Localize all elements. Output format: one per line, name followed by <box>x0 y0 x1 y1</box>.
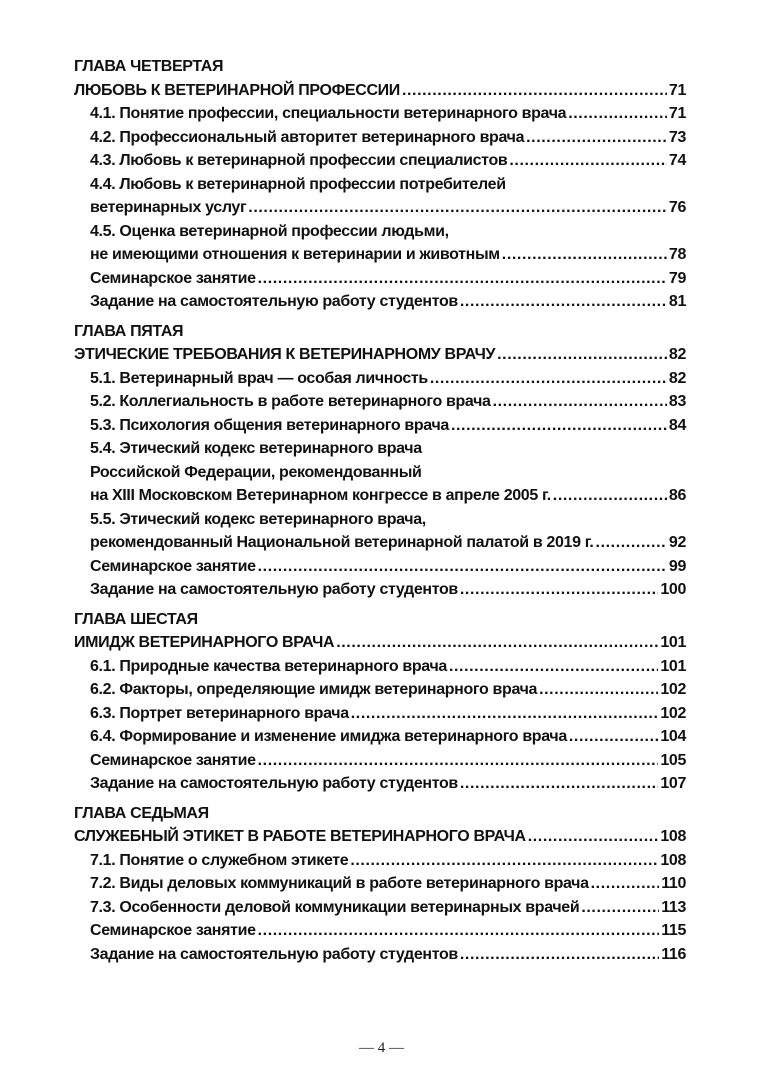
chapter-label <box>74 802 686 826</box>
entry-title: Задание на самостоятельную работу студентов <box>90 293 458 310</box>
toc-entry <box>74 126 686 150</box>
toc-entry <box>74 508 686 555</box>
entry-title: СЛУЖЕБНЫЙ ЭТИКЕТ В РАБОТЕ ВЕТЕРИНАРНОГО ВРАЧА <box>74 828 526 845</box>
toc-entry-line[interactable] <box>74 102 686 126</box>
toc-entry <box>74 102 686 126</box>
chapter-title-entry[interactable] <box>74 825 686 849</box>
toc-entry-line[interactable] <box>74 578 686 602</box>
page-number: — 4 — <box>359 1040 404 1056</box>
page-ref: 101 <box>660 634 686 651</box>
entry-title: 6.1. Природные качества ветеринарного врача <box>90 657 447 675</box>
toc-entry <box>74 437 686 508</box>
dot-leader <box>539 678 658 702</box>
toc-entry <box>74 367 686 391</box>
chapter-title-entry[interactable] <box>74 79 686 103</box>
chapter-number: ГЛАВА ПЯТАЯ <box>74 322 184 340</box>
dot-leader <box>502 243 667 267</box>
toc-entry-line[interactable] <box>74 484 686 508</box>
toc-entry-line[interactable] <box>74 919 686 943</box>
toc-entry <box>74 896 686 920</box>
page-ref: 71 <box>668 105 686 122</box>
toc-entry <box>74 578 686 602</box>
dot-leader <box>248 196 667 220</box>
chapter-block <box>74 802 686 967</box>
entry-title: 6.2. Факторы, определяющие имидж ветеринарного врача <box>90 681 538 698</box>
toc-entry-line[interactable] <box>74 531 686 555</box>
entry-title: 6.3. Портрет ветеринарного врача <box>90 704 349 722</box>
page-ref: 108 <box>660 851 686 869</box>
entry-title: 5.1. Ветеринарный врач — особая личность <box>90 369 428 387</box>
toc-entry-line[interactable] <box>74 943 686 967</box>
toc-entry-line[interactable] <box>74 267 686 291</box>
entry-title: Семинарское занятие <box>90 922 256 939</box>
chapter-number: ГЛАВА СЕДЬМАЯ <box>74 804 209 822</box>
dot-leader <box>430 367 667 391</box>
chapter-number: ГЛАВА ЧЕТВЕРТАЯ <box>74 58 224 75</box>
entry-title: Семинарское занятие <box>90 751 256 769</box>
dot-leader <box>497 343 667 367</box>
toc-entry-line[interactable] <box>74 872 686 896</box>
toc-entry-line[interactable] <box>74 196 686 220</box>
entry-title: 5.2. Коллегиальность в работе ветеринарного врача <box>90 393 491 410</box>
page-ref: 92 <box>668 534 686 551</box>
page-ref: 99 <box>668 557 686 575</box>
chapter-title-entry[interactable] <box>74 631 686 655</box>
page-ref: 74 <box>668 152 686 169</box>
entry-title: Российской Федерации, рекомендованный <box>90 463 422 481</box>
dot-leader <box>258 267 667 291</box>
dot-leader <box>568 102 667 126</box>
page-ref: 78 <box>668 246 686 263</box>
toc-entry-line <box>74 437 686 461</box>
entry-title: 7.1. Понятие о служебном этикете <box>90 851 349 869</box>
dot-leader <box>258 555 667 579</box>
page-ref: 83 <box>668 393 686 410</box>
toc-entry-line[interactable] <box>74 149 686 173</box>
toc-entry <box>74 678 686 702</box>
toc-entry <box>74 655 686 679</box>
page-ref: 115 <box>661 922 686 939</box>
chapter-number: ГЛАВА ШЕСТАЯ <box>74 610 198 628</box>
toc-entry <box>74 173 686 220</box>
toc-entry-line[interactable] <box>74 702 686 726</box>
entry-title: 4.5. Оценка ветеринарной профессии людьми, <box>90 222 449 240</box>
toc-entry <box>74 702 686 726</box>
page-ref: 81 <box>668 293 686 310</box>
page-ref: 82 <box>668 369 686 387</box>
toc-entry <box>74 943 686 967</box>
toc-entry <box>74 414 686 438</box>
toc-entry-line[interactable] <box>74 772 686 796</box>
entry-title: не имеющими отношения к ветеринарии и животным <box>90 246 500 263</box>
toc-entry <box>74 772 686 796</box>
entry-title: Семинарское занятие <box>90 557 256 575</box>
dot-leader <box>460 578 658 602</box>
toc-entry <box>74 919 686 943</box>
toc-entry-line <box>74 173 686 197</box>
dot-leader <box>591 872 660 896</box>
dot-leader <box>449 655 658 679</box>
entry-title: Семинарское занятие <box>90 269 256 287</box>
toc-entry-line[interactable] <box>74 655 686 679</box>
entry-title: ЛЮБОВЬ К ВЕТЕРИНАРНОЙ ПРОФЕССИИ <box>74 81 400 99</box>
entry-title: 4.1. Понятие профессии, специальности ветеринарного врача <box>90 105 567 122</box>
entry-title: 4.2. Профессиональный авторитет ветеринарного врача <box>90 128 525 146</box>
dot-leader <box>350 849 658 873</box>
toc-entry-line[interactable] <box>74 243 686 267</box>
dot-leader <box>258 919 660 943</box>
toc-entry <box>74 267 686 291</box>
toc-entry <box>74 725 686 749</box>
entry-title: 4.3. Любовь к ветеринарной профессии специалистов <box>90 152 508 169</box>
entry-title: ЭТИЧЕСКИЕ ТРЕБОВАНИЯ К ВЕТЕРИНАРНОМУ ВРАЧУ <box>74 346 496 363</box>
toc-entry-line[interactable] <box>74 126 686 150</box>
dot-leader <box>596 531 667 555</box>
toc-entry <box>74 849 686 873</box>
entry-title: на XIII Московском Ветеринарном конгрессе в апреле 2005 г. <box>90 487 551 504</box>
chapter-title-entry[interactable] <box>74 343 686 367</box>
dot-leader <box>509 149 667 173</box>
page-ref: 71 <box>668 81 686 99</box>
dot-leader <box>493 390 667 414</box>
toc-entry-line[interactable] <box>74 749 686 773</box>
dot-leader <box>460 772 658 796</box>
toc-entry-line[interactable] <box>74 678 686 702</box>
page-ref: 102 <box>660 681 686 698</box>
entry-title: Задание на самостоятельную работу студентов <box>90 945 458 963</box>
page-ref: 116 <box>661 945 686 963</box>
entry-title: 7.2. Виды деловых коммуникаций в работе ветеринарного врача <box>90 875 589 892</box>
page-ref: 107 <box>660 775 686 792</box>
toc-entry-line <box>74 508 686 532</box>
dot-leader <box>460 290 667 314</box>
dot-leader <box>336 631 658 655</box>
entry-title: Задание на самостоятельную работу студентов <box>90 581 458 598</box>
page-ref: 73 <box>668 128 686 146</box>
entry-title: 5.5. Этический кодекс ветеринарного врача, <box>90 510 426 528</box>
dot-leader <box>351 702 659 726</box>
toc-entry-line <box>74 461 686 485</box>
toc-entry <box>74 149 686 173</box>
entry-title: 6.4. Формирование и изменение имиджа ветеринарного врача <box>90 728 567 745</box>
entry-title: 4.4. Любовь к ветеринарной профессии потребителей <box>90 175 506 193</box>
page-ref: 113 <box>661 898 686 916</box>
dot-leader <box>402 79 667 103</box>
chapter-label <box>74 608 686 632</box>
toc-entry-line <box>74 220 686 244</box>
dot-leader <box>460 943 659 967</box>
dot-leader <box>581 896 659 920</box>
dot-leader <box>528 825 659 849</box>
page-ref: 101 <box>660 657 686 675</box>
page-ref: 86 <box>668 487 686 504</box>
entry-title: 5.4. Этический кодекс ветеринарного врача <box>90 440 422 457</box>
entry-title: 5.3. Психология общения ветеринарного врача <box>90 416 449 434</box>
toc-entry-line[interactable] <box>74 367 686 391</box>
toc-entry <box>74 872 686 896</box>
toc-entry <box>74 290 686 314</box>
page-ref: 108 <box>660 828 686 845</box>
toc-entry-line[interactable] <box>74 414 686 438</box>
page-ref: 84 <box>668 416 686 434</box>
page-ref: 110 <box>661 875 686 892</box>
page-ref: 79 <box>668 269 686 287</box>
page-ref: 104 <box>660 728 686 745</box>
entry-title: ветеринарных услуг <box>90 199 247 216</box>
toc-entry-line[interactable] <box>74 390 686 414</box>
chapter-label <box>74 320 686 344</box>
dot-leader <box>258 749 659 773</box>
toc-entry <box>74 220 686 267</box>
toc-entry <box>74 555 686 579</box>
dot-leader <box>569 725 658 749</box>
chapter-label <box>74 55 686 79</box>
chapter-block <box>74 320 686 602</box>
page-ref: 102 <box>660 704 686 722</box>
toc-entry-line[interactable] <box>74 849 686 873</box>
page-ref: 100 <box>660 581 686 598</box>
toc-entry-line[interactable] <box>74 555 686 579</box>
dot-leader <box>526 126 667 150</box>
entry-title: 7.3. Особенности деловой коммуникации ветеринарных врачей <box>90 898 580 916</box>
page-ref: 76 <box>668 199 686 216</box>
table-of-contents <box>74 55 686 972</box>
chapter-block <box>74 608 686 796</box>
page-ref: 105 <box>660 751 686 769</box>
entry-title: ИМИДЖ ВЕТЕРИНАРНОГО ВРАЧА <box>74 634 335 651</box>
entry-title: рекомендованный Национальной ветеринарной палатой в 2019 г. <box>90 534 594 551</box>
entry-title: Задание на самостоятельную работу студентов <box>90 775 458 792</box>
toc-entry-line[interactable] <box>74 896 686 920</box>
dot-leader <box>553 484 667 508</box>
toc-entry-line[interactable] <box>74 725 686 749</box>
toc-entry-line[interactable] <box>74 290 686 314</box>
chapter-block <box>74 55 686 314</box>
toc-entry <box>74 749 686 773</box>
dot-leader <box>451 414 667 438</box>
toc-entry <box>74 390 686 414</box>
page-ref: 82 <box>668 346 686 363</box>
